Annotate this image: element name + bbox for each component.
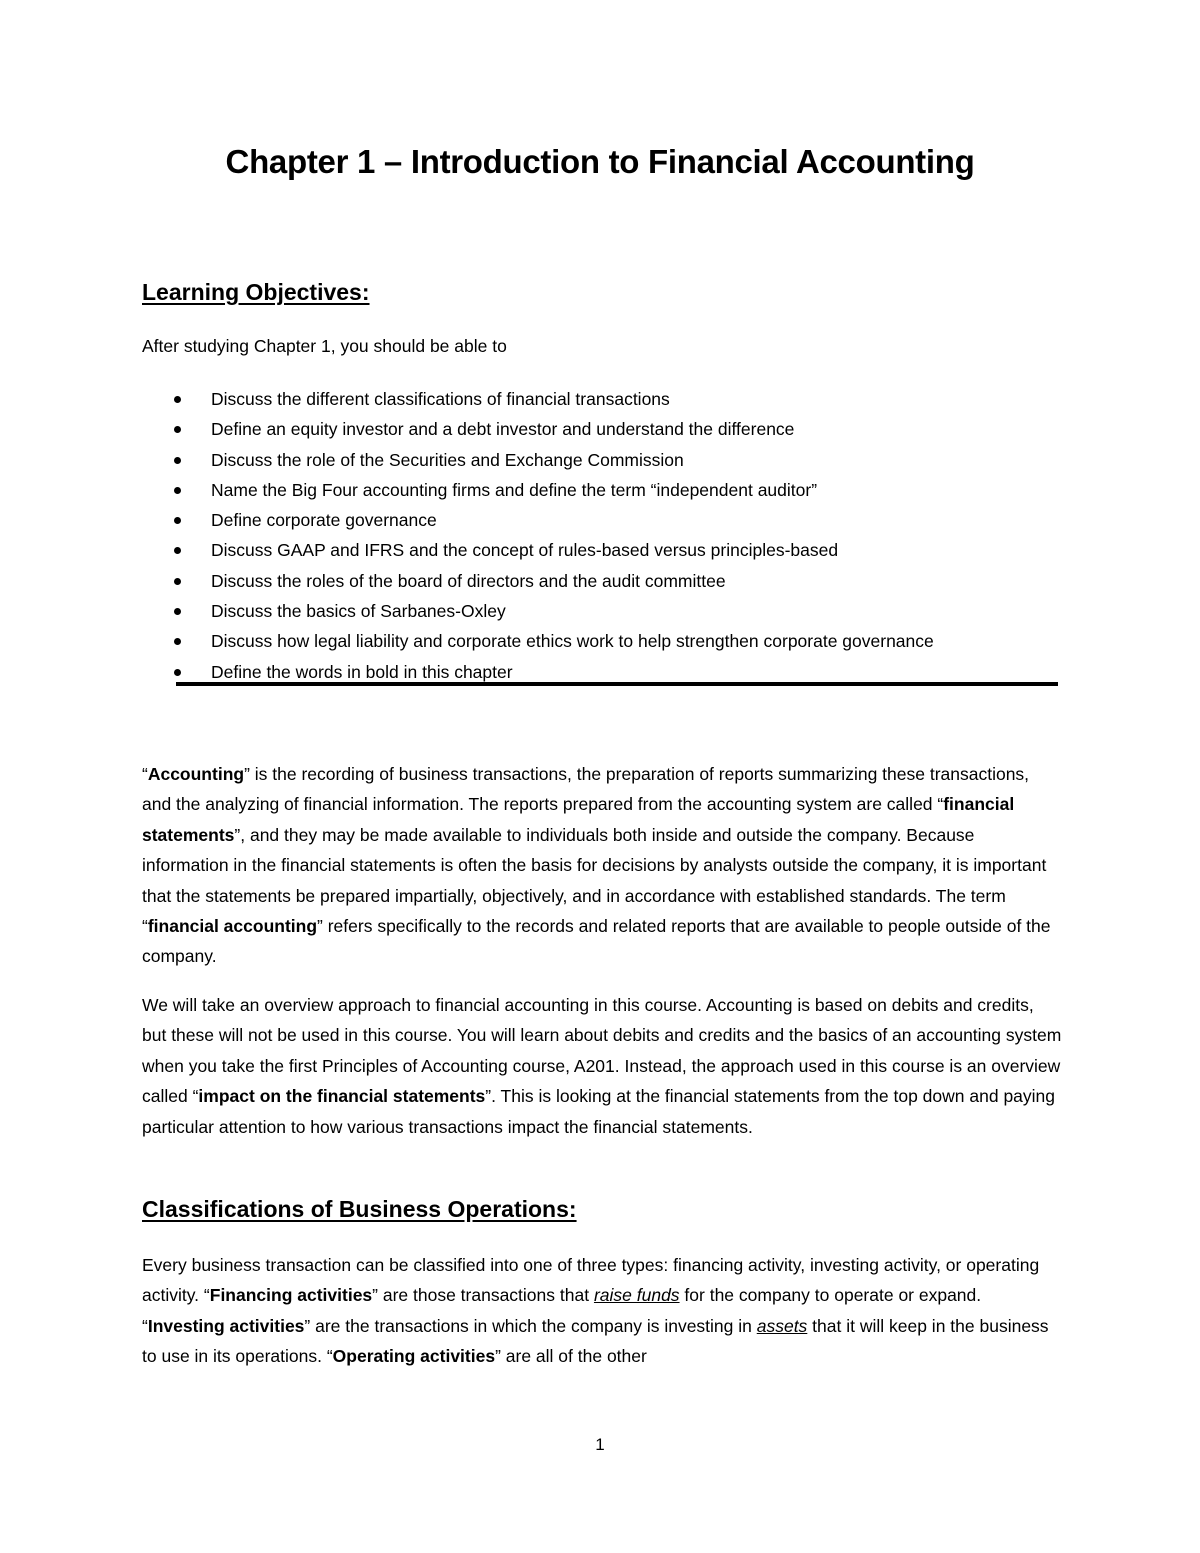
list-item-text: Discuss the roles of the board of directors and the audit committee [211, 570, 726, 591]
overview-approach-paragraph [142, 990, 1062, 1142]
quote-mark: “ [142, 764, 148, 784]
bold-term-accounting: Accounting [147, 764, 245, 784]
bold-term-financing: Financing activities [209, 1285, 373, 1306]
classifications-paragraph [142, 1250, 1062, 1372]
bold-term-operating: Operating activities [332, 1346, 496, 1367]
bold-term-financial-statements: financial statements [142, 794, 1015, 845]
emphasis-assets: assets [756, 1315, 808, 1336]
emphasis-raise-funds: raise funds [593, 1285, 680, 1306]
list-item-text: Discuss GAAP and IFRS and the concept of rules-based versus principles-based [211, 540, 839, 561]
bullet-icon [174, 547, 181, 554]
classifications-heading: Classifications of Business Operations: [142, 1196, 577, 1222]
accounting-definition-paragraph [142, 759, 1062, 972]
page-title: Chapter 1 – Introduction to Financial Accounting [225, 143, 975, 180]
bold-term-investing: Investing activities [147, 1315, 305, 1336]
bullet-icon [174, 396, 181, 403]
list-item-text: Define an equity investor and a debt investor and understand the difference [211, 419, 795, 440]
paragraph-text: ” are all of the other [495, 1346, 647, 1367]
bullet-icon [174, 487, 181, 494]
list-item-text: Discuss how legal liability and corporate ethics work to help strengthen corporate governance [211, 631, 934, 652]
paragraph-text: Every business transaction can be classified into one of three types: financing activity, investing activity, or operating activity. “ [142, 1255, 1040, 1306]
list-item [170, 626, 1060, 656]
section-divider [176, 682, 1058, 686]
bullet-icon [174, 669, 181, 676]
list-item [170, 535, 1060, 565]
paragraph-text: ”, and they may be made available to individuals both inside and outside the company. Because information in the financial statements is often the basis for decisions by analysts outside the company, it is important that the statements be prepared impartially, objectively, and in accordance with established standards. The term “ [142, 824, 1047, 937]
list-item-text: Discuss the different classifications of financial transactions [211, 389, 670, 409]
list-item-text: Discuss the role of the Securities and Exchange Commission [211, 449, 684, 470]
list-item [170, 475, 1060, 505]
list-item [170, 596, 1060, 626]
list-item-text: Discuss the basics of Sarbanes-Oxley [211, 601, 506, 622]
bullet-icon [174, 426, 181, 433]
bold-term-impact: impact on the financial statements [198, 1086, 486, 1107]
paragraph-text: ” refers specifically to the records and related reports that are available to people outside of the company. [142, 916, 1051, 967]
paragraph-text: ” are the transactions in which the company is investing in [304, 1315, 757, 1336]
objectives-intro: After studying Chapter 1, you should be able to [142, 336, 507, 356]
paragraph-text: ”. This is looking at the financial statements from the top down and paying particular attention to how various transactions impact the financial statements. [142, 1086, 1056, 1137]
list-item-text: Name the Big Four accounting firms and define the term “independent auditor” [211, 479, 818, 500]
paragraph-text: We will take an overview approach to financial accounting in this course. Accounting is based on debits and credits, but these will not be used in this course. You will learn about debits and credits and the basics of an accounting system when you take the first Principles of Accounting course, A201. Instead, the approach used in this course is an overview called “ [142, 995, 1062, 1107]
bullet-icon [174, 608, 181, 615]
list-item [170, 445, 1060, 475]
paragraph-text: for the company to operate or expand. “ [142, 1285, 982, 1336]
objectives-list [170, 384, 1060, 687]
list-item [170, 414, 1060, 444]
list-item [170, 384, 1060, 414]
list-item [170, 566, 1060, 596]
learning-objectives-heading: Learning Objectives: [142, 279, 370, 305]
paragraph-text: ” is the recording of business transactions, the preparation of reports summarizing these transactions, and the analyzing of financial information. The reports prepared from the accounting system are called “ [142, 764, 1030, 815]
paragraph-text: that it will keep in the business to use in its operations. “ [142, 1315, 1049, 1367]
bullet-icon [174, 578, 181, 585]
paragraph-text: ” are those transactions that [372, 1285, 594, 1306]
bold-term-financial-accounting: financial accounting [147, 916, 318, 937]
list-item [170, 505, 1060, 535]
bullet-icon [174, 517, 181, 524]
bullet-icon [174, 638, 181, 645]
list-item-text: Define corporate governance [211, 510, 437, 531]
page-number: 1 [595, 1435, 605, 1454]
list-item-text: Define the words in bold in this chapter [211, 661, 513, 682]
bullet-icon [174, 457, 181, 464]
